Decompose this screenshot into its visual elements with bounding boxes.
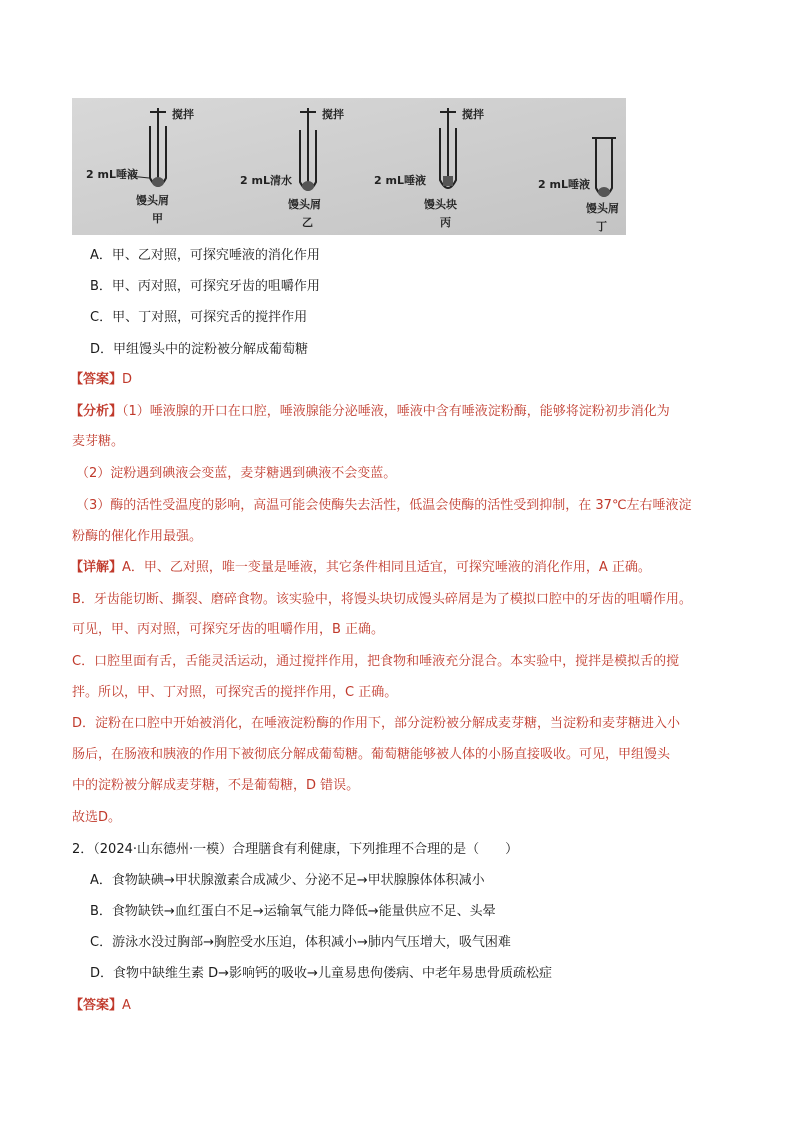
q1-detail-line-4: C．口腔里面有舌，舌能灵活运动，通过搅拌作用，把食物和唾液充分混合。本实验中，搅拌是模拟舌的搅 (72, 654, 680, 669)
tube-ding-liquid-label: 2 mL唾液 (538, 178, 590, 191)
q1-detail-text: A．甲、乙对照，唯一变量是唾液，其它条件相同且适宜，可探究唾液的消化作用，A 正确。 (122, 560, 651, 575)
experiment-figure (72, 98, 626, 235)
q1-analysis-tag: 【分析】 (70, 404, 123, 419)
q1-detail-line-7: 肠后，在肠液和胰液的作用下被彻底分解成葡萄糖。葡萄糖能够被人体的小肠直接吸收。可见，甲组馒头 (72, 747, 671, 762)
q1-analysis-line-4: （3）酶的活性受温度的影响，高温可能会使酶失去活性，低温会使酶的活性受到抑制，在 37℃左右唾液淀 (76, 498, 692, 513)
tube-jia-solid-label: 馒头屑 (136, 194, 169, 207)
q1-option-c: C．甲、丁对照，可探究舌的搅拌作用 (90, 310, 308, 325)
tube-bing-name: 丙 (440, 216, 451, 229)
q1-detail-line-3: 可见，甲、丙对照，可探究牙齿的咀嚼作用，B 正确。 (72, 622, 385, 637)
q2-stem: 2．（2024·山东德州·一模）合理膳食有利健康，下列推理不合理的是（ ） (72, 842, 519, 857)
tube-ding-solid-label: 馒头屑 (586, 202, 619, 215)
q1-detail-conclusion: 故选D。 (72, 810, 122, 825)
q2-answer (70, 996, 131, 1016)
q1-answer-value: D (122, 372, 133, 387)
q1-detail-line-2: B．牙齿能切断、撕裂、磨碎食物。该实验中，将馒头块切成馒头碎屑是为了模拟口腔中的牙齿的咀嚼作用。 (72, 592, 692, 607)
q2-option-c: C．游泳水没过胸部→胸腔受水压迫，体积减小→肺内气压增大，吸气困难 (90, 935, 511, 950)
q1-detail-tag: 【详解】 (70, 560, 123, 575)
q1-option-a: A．甲、乙对照，可探究唾液的消化作用 (90, 248, 320, 263)
q1-analysis-line-2: 麦芽糖。 (72, 434, 125, 449)
tube-jia-name: 甲 (152, 212, 163, 225)
tube-yi-stir-label: 搅拌 (322, 108, 344, 121)
q1-detail-line-5: 拌。所以，甲、丁对照，可探究舌的搅拌作用，C 正确。 (72, 685, 398, 700)
q2-answer-value: A (122, 998, 131, 1013)
tube-jia-stir-label: 搅拌 (172, 108, 194, 121)
test-tubes-diagram (72, 98, 626, 235)
q1-analysis-line-3: （2）淀粉遇到碘液会变蓝，麦芽糖遇到碘液不会变蓝。 (76, 466, 397, 481)
q1-analysis-line-5: 粉酶的催化作用最强。 (72, 529, 203, 544)
q2-answer-tag: 【答案】 (70, 998, 123, 1013)
tube-ding-name: 丁 (596, 220, 607, 233)
q1-detail-line-6: D．淀粉在口腔中开始被消化，在唾液淀粉酶的作用下，部分淀粉被分解成麦芽糖，当淀粉和麦芽糖进入小 (72, 716, 681, 731)
tube-bing-stir-label: 搅拌 (462, 108, 484, 121)
q1-option-d: D．甲组馒头中的淀粉被分解成葡萄糖 (90, 342, 309, 357)
q1-answer (70, 370, 132, 390)
q1-option-b: B．甲、丙对照，可探究牙齿的咀嚼作用 (90, 279, 320, 294)
tube-yi-name: 乙 (302, 216, 313, 229)
q1-detail-line-1 (70, 558, 651, 578)
q2-option-d: D．食物中缺维生素 D→影响钙的吸收→儿童易患佝偻病、中老年易患骨质疏松症 (90, 966, 552, 981)
q2-option-a: A．食物缺碘→甲状腺激素合成减少、分泌不足→甲状腺腺体体积减小 (90, 873, 485, 888)
q1-detail-line-8: 中的淀粉被分解成麦芽糖，不是葡萄糖，D 错误。 (72, 778, 360, 793)
tube-yi-solid-label: 馒头屑 (288, 198, 321, 211)
tube-jia-liquid-label: 2 mL唾液 (86, 168, 138, 181)
q1-answer-tag: 【答案】 (70, 372, 123, 387)
tube-yi-liquid-label: 2 mL清水 (240, 174, 292, 187)
q1-analysis-text: （1）唾液腺的开口在口腔，唾液腺能分泌唾液，唾液中含有唾液淀粉酶，能够将淀粉初步消化为 (122, 404, 670, 419)
q1-analysis-line-1 (70, 402, 670, 422)
q2-option-b: B．食物缺铁→血红蛋白不足→运输氧气能力降低→能量供应不足、头晕 (90, 904, 496, 919)
tube-bing-solid-label: 馒头块 (424, 198, 457, 211)
tube-bing-liquid-label: 2 mL唾液 (374, 174, 426, 187)
